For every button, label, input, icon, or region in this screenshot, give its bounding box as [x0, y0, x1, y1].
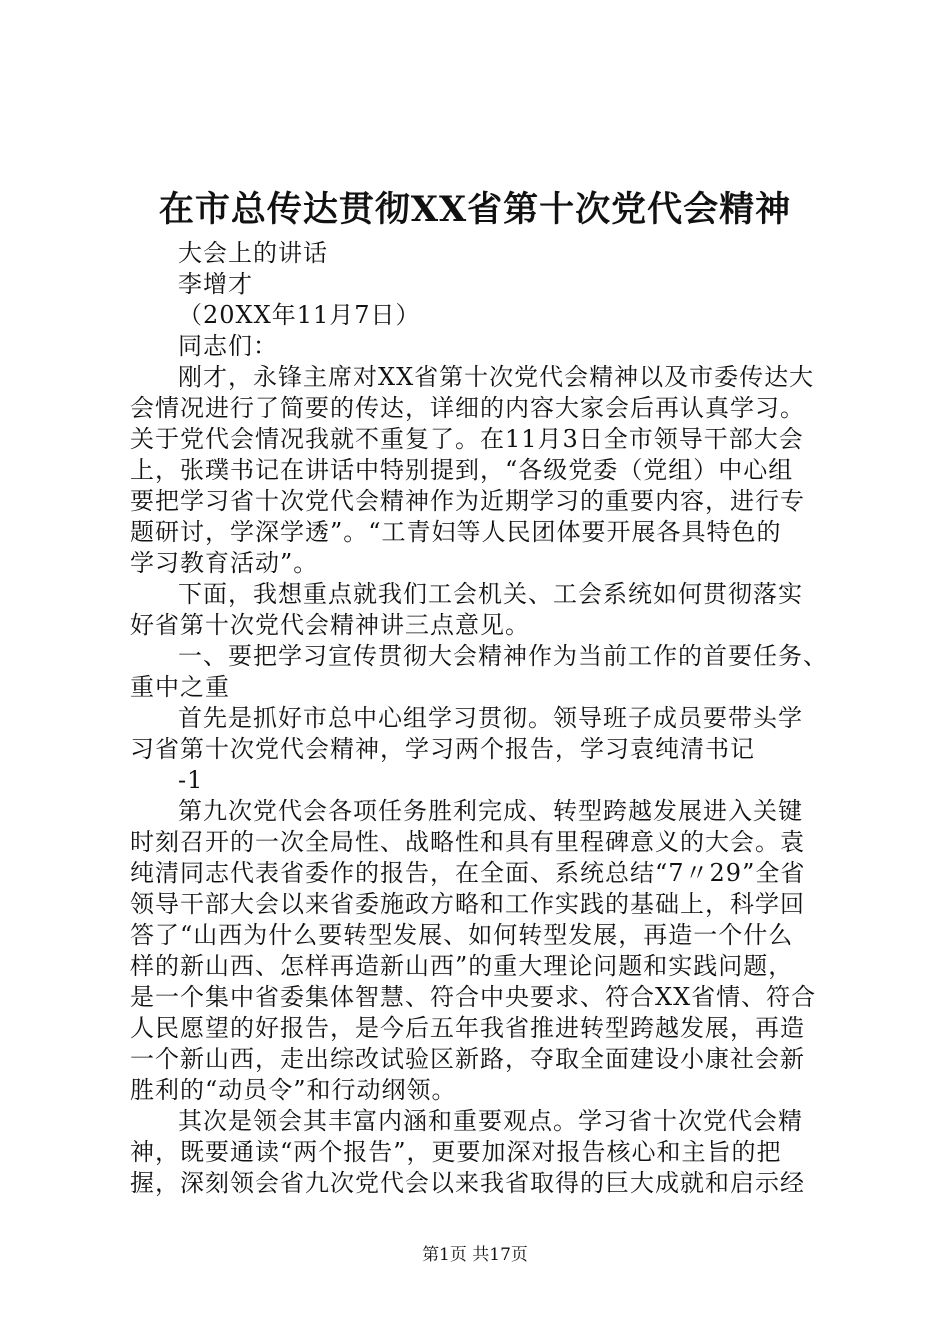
text-line: 握，深刻领会省九次党代会以来我省取得的巨大成就和启示经	[130, 1169, 805, 1197]
text-line: 样的新山西、怎样再造新山西”的重大理论问题和实践问题，	[130, 952, 794, 980]
text-line: 纯清同志代表省委作的报告，在全面、系统总结“7〃29”全省	[130, 859, 806, 887]
text-line: 学习教育活动”。	[130, 549, 319, 577]
text-line: （20XX年11月7日）	[178, 301, 421, 329]
document-body	[130, 238, 845, 1199]
text-line: 好省第十次党代会精神讲三点意见。	[130, 611, 530, 639]
text-line: 会情况进行了简要的传达，详细的内容大家会后再认真学习。	[130, 394, 805, 422]
text-line: 关于党代会情况我就不重复了。在11月3日全市领导干部大会	[130, 425, 804, 453]
text-line: 上，张璞书记在讲话中特别提到，“各级党委（党组）中心组	[130, 456, 794, 484]
text-line: 胜利的“动员令”和行动纲领。	[130, 1076, 457, 1104]
text-line: 人民愿望的好报告，是今后五年我省推进转型跨越发展，再造	[130, 1014, 805, 1042]
text-line: 重中之重	[130, 673, 230, 701]
text-line: 李增才	[178, 270, 253, 298]
text-line: 同志们：	[178, 332, 278, 360]
text-line: 习省第十次党代会精神，学习两个报告，学习袁纯清书记	[130, 735, 755, 763]
text-line: 神，既要通读“两个报告”，更要加深对报告核心和主旨的把	[130, 1138, 782, 1166]
text-line: 题研讨，学深学透”。“工青妇等人民团体要开展各具特色的	[130, 518, 782, 546]
text-line: 其次是领会其丰富内涵和重要观点。学习省十次党代会精	[178, 1107, 803, 1135]
text-line: 领导干部大会以来省委施政方略和工作实践的基础上，科学回	[130, 890, 805, 918]
text-line: 是一个集中省委集体智慧、符合中央要求、符合XX省情、符合	[130, 983, 817, 1011]
text-line: 大会上的讲话	[178, 239, 328, 267]
text-line: 要把学习省十次党代会精神作为近期学习的重要内容，进行专	[130, 487, 805, 515]
text-line: 答了“山西为什么要转型发展、如何转型发展，再造一个什么	[130, 921, 794, 949]
text-line: 首先是抓好市总中心组学习贯彻。领导班子成员要带头学	[178, 704, 803, 732]
text-line: 一个新山西，走出综改试验区新路，夺取全面建设小康社会新	[130, 1045, 805, 1073]
text-line: 刚才，永锋主席对XX省第十次党代会精神以及市委传达大	[178, 363, 815, 391]
text-line: 下面，我想重点就我们工会机关、工会系统如何贯彻落实	[178, 580, 803, 608]
text-line: 时刻召开的一次全局性、战略性和具有里程碑意义的大会。袁	[130, 828, 805, 856]
document-title: 在市总传达贯彻XX省第十次党代会精神	[158, 189, 792, 230]
page-footer: 第1页 共17页	[422, 1245, 528, 1265]
text-line: 一、要把学习宣传贯彻大会精神作为当前工作的首要任务、	[178, 642, 828, 670]
text-line: -1	[178, 766, 204, 794]
text-line: 第九次党代会各项任务胜利完成、转型跨越发展进入关键	[178, 797, 803, 825]
